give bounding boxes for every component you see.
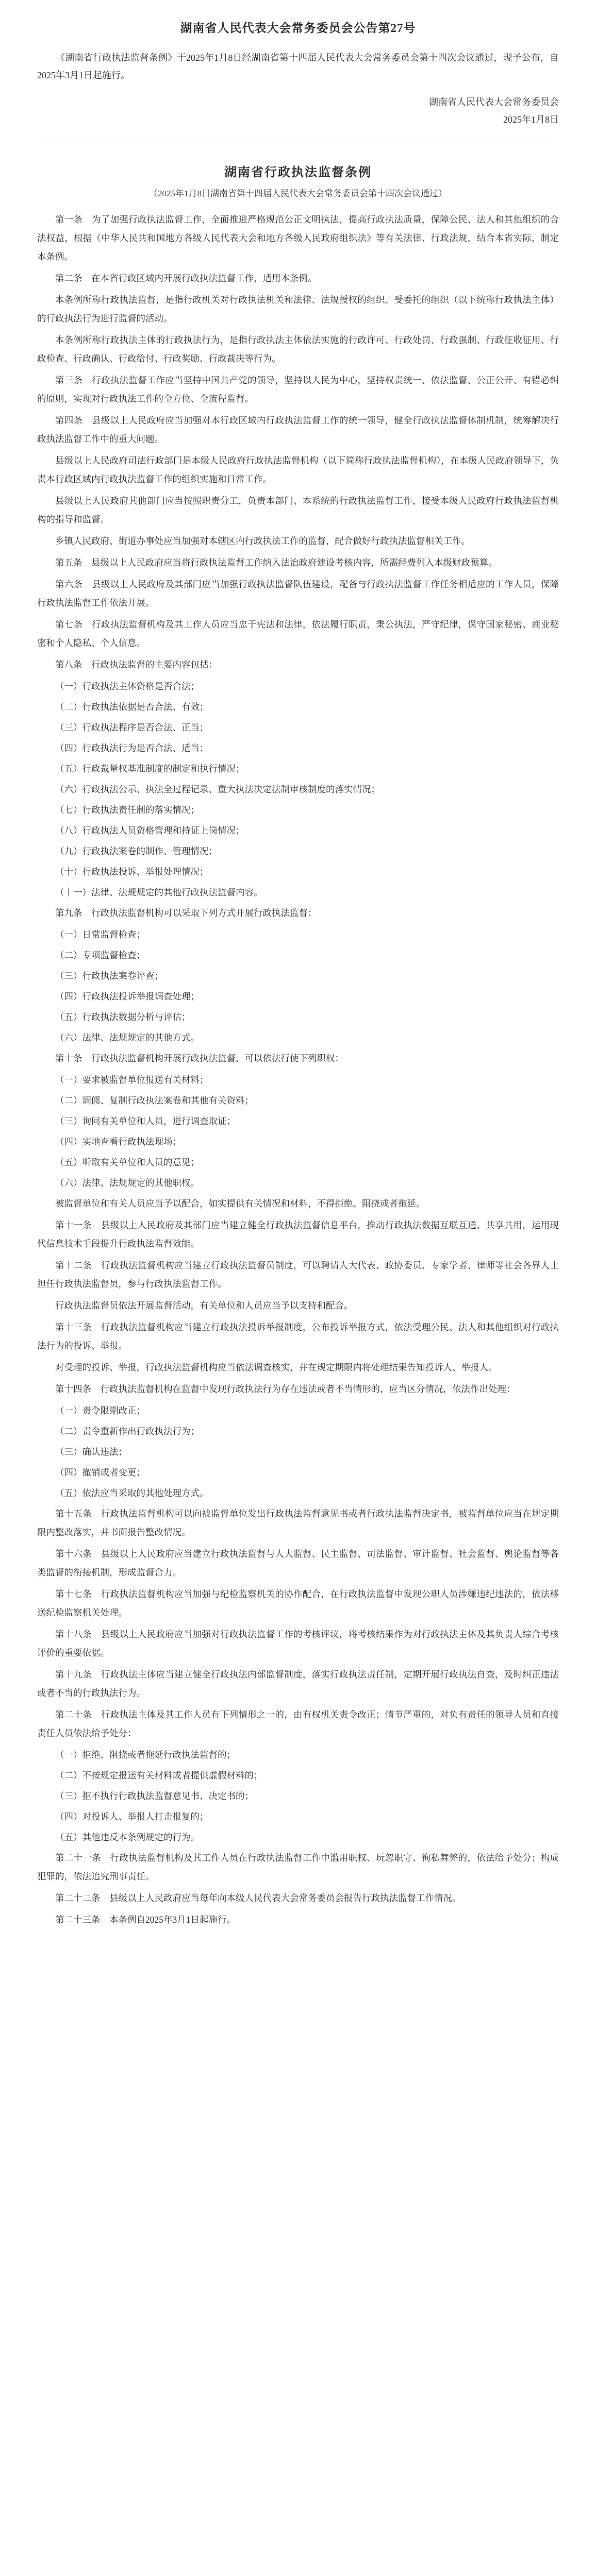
regulation-list-item: （六）行政执法公示、执法全过程记录、重大执法决定法制审核制度的落实情况；	[55, 784, 380, 794]
regulation-paragraph: 第十八条 县级以上人民政府应当加强对行政执法监督工作的考核评议，将考核结果作为对行政执法主体及其负责人综合考核评价的重要依据。	[37, 1629, 559, 1658]
regulation-paragraph: 第四条 县级以上人民政府应当加强对本行政区域内行政执法监督工作的统一领导，健全行政执法监督体制机制，统筹解决行政执法监督工作中的重大问题。	[37, 415, 559, 444]
regulation-list-item: （九）行政执法案卷的制作、管理情况；	[55, 846, 218, 856]
regulation-list-item: （二）调阅、复制行政执法案卷和其他有关资料；	[55, 1095, 254, 1106]
regulation-paragraph: 第三条 行政执法监督工作应当坚持中国共产党的领导，坚持以人民为中心，坚持权责统一、依法监督、公正公开、有错必纠的原则，实现对行政执法工作的全方位、全流程监督。	[37, 375, 559, 404]
regulation-paragraph: 第十四条 行政执法监督机构在监督中发现行政执法行为存在违法或者不当情形的，应当区分情况，依法作出处理：	[55, 1384, 516, 1394]
announcement-org: 湖南省人民代表大会常务委员会	[429, 97, 559, 107]
regulation-paragraph: 第二十二条 县级以上人民政府应当每年向本级人民代表大会常务委员会报告行政执法监督工作情况。	[55, 1893, 461, 1903]
regulation-list-item: （五）听取有关单位和人员的意见；	[55, 1157, 200, 1167]
regulation-paragraph: 行政执法监督员依法开展监督活动，有关单位和人员应当予以支持和配合。	[55, 1300, 353, 1311]
regulation-paragraph: 第十七条 行政执法监督机构应当加强与纪检监察机关的协作配合，在行政执法监督中发现公职人员涉嫌违纪违法的，依法移送纪检监察机关处理。	[37, 1589, 559, 1618]
regulation-paragraph: 县级以上人民政府司法行政部门是本级人民政府行政执法监督机构（以下简称行政执法监督机构），在本级人民政府领导下，负责本行政区域内行政执法监督工作的组织实施和日常工作。	[37, 455, 559, 484]
regulation-list-item: （三）确认违法；	[55, 1447, 127, 1457]
regulation-paragraph: 第二十三条 本条例自2025年3月1日起施行。	[55, 1914, 236, 1925]
regulation-list-item: （四）对投诉人、举报人打击报复的；	[55, 1811, 209, 1822]
regulation-list-item: （三）询问有关单位和人员，进行调查取证；	[55, 1116, 236, 1126]
announcement-date: 2025年1月8日	[503, 114, 559, 125]
announcement-title: 湖南省人民代表大会常务委员会公告第27号	[180, 22, 416, 35]
regulation-list-item: （一）责令限期改正；	[55, 1405, 145, 1416]
regulation-list-item: （一）日常监督检查；	[55, 929, 145, 940]
regulation-list-item: （二）专项监督检查；	[55, 950, 145, 960]
regulation-list-item: （三）拒不执行行政执法监督意见书、决定书的；	[55, 1791, 254, 1801]
regulation-paragraph: 县级以上人民政府其他部门应当按照职责分工，负责本部门、本系统的行政执法监督工作，接受本级人民政府行政执法监督机构的指导和监督。	[37, 496, 559, 524]
regulation-list-item: （五）其他违反本条例规定的行为。	[55, 1832, 200, 1842]
regulation-list-item: （十一）法律、法规规定的其他行政执法监督内容。	[55, 887, 263, 897]
regulation-paragraph: 对受理的投诉、举报，行政执法监督机构应当依法调查核实，并在规定期限内将处理结果告知投诉人、举报人。	[55, 1362, 498, 1372]
announcement-body: 《湖南省行政执法监督条例》于2025年1月8日经湖南省第十四届人民代表大会常务委员会第十四次会议通过，现予公布，自2025年3月1日起施行。	[37, 53, 559, 80]
regulation-list-item: （六）法律、法规规定的其他职权。	[55, 1178, 200, 1188]
regulation-title: 湖南省行政执法监督条例	[224, 166, 372, 179]
regulation-list-item: （七）行政执法责任制的落实情况；	[55, 805, 200, 815]
regulation-paragraph: 第十条 行政执法监督机构开展行政执法监督，可以依法行使下列职权：	[55, 1053, 344, 1063]
regulation-list-item: （八）行政执法人员资格管理和持证上岗情况；	[55, 825, 245, 836]
regulation-paragraph: 第二十条 行政执法主体及其工作人员有下列情形之一的，由有权机关责令改正；情节严重的，对负有责任的领导人员和直接责任人员依法给予处分：	[37, 1709, 559, 1738]
regulation-paragraph: 第五条 县级以上人民政府应当将行政执法监督工作纳入法治政府建设考核内容，所需经费列入本级财政预算。	[55, 557, 498, 568]
regulation-paragraph: 第十六条 县级以上人民政府应当建立行政执法监督与人大监督、民主监督、司法监督、审计监督、社会监督、舆论监督等各类监督的衔接机制，形成监督合力。	[37, 1549, 559, 1578]
regulation-list-item: （五）行政裁量权基准制度的制定和执行情况；	[55, 764, 245, 774]
regulation-list-item: （五）行政执法数据分析与评估；	[55, 1012, 191, 1022]
regulation-list-item: （五）依法应当采取的其他处理方式。	[55, 1488, 209, 1498]
regulation-paragraph: 本条例所称行政执法主体的行政执法行为，是指行政执法主体依法实施的行政许可、行政处罚、行政强制、行政征收征用、行政检查、行政确认、行政给付、行政奖励、行政裁决等行为。	[37, 335, 559, 364]
regulation-list-item: （四）行政执法行为是否合法、适当；	[55, 743, 209, 753]
regulation-paragraph: 第二十一条 行政执法监督机构及其工作人员在行政执法监督工作中滥用职权、玩忽职守、徇私舞弊的，依法给予处分；构成犯罪的，依法追究刑事责任。	[37, 1853, 559, 1882]
regulation-paragraph: 第十五条 行政执法监督机构可以向被监督单位发出行政执法监督意见书或者行政执法监督决定书，被监督单位应当在规定期限内整改落实，并书面报告整改情况。	[37, 1509, 559, 1537]
regulation-subtitle: （2025年1月8日湖南省第十四届人民代表大会常务委员会第十四次会议通过）	[149, 189, 447, 198]
regulation-paragraph: 第九条 行政执法监督机构可以采取下列方式开展行政执法监督：	[55, 908, 317, 918]
regulation-paragraph: 本条例所称行政执法监督，是指行政机关对行政执法机关和法律、法规授权的组织、受委托的组织（以下统称行政执法主体）的行政执法行为进行监督的活动。	[37, 295, 559, 324]
regulation-paragraph: 第十一条 县级以上人民政府及其部门应当建立健全行政执法监督信息平台，推动行政执法数据互联互通、共享共用，运用现代信息技术手段提升行政执法监督效能。	[37, 1220, 559, 1249]
regulation-paragraph: 第八条 行政执法监督的主要内容包括：	[55, 659, 218, 670]
regulation-paragraph: 乡镇人民政府、街道办事处应当加强对本辖区内行政执法工作的监督，配合做好行政执法监督相关工作。	[55, 536, 470, 546]
regulation-paragraph: 第一条 为了加强行政执法监督工作，全面推进严格规范公正文明执法，提高行政执法质量，保障公民、法人和其他组织的合法权益，根据《中华人民共和国地方各级人民代表大会和地方各级人民政府组织法》等有关法律、行政法规，结合本省实际，制定本条例。	[37, 214, 559, 262]
regulation-list-item: （四）撤销或者变更；	[55, 1467, 145, 1478]
regulation-list-item: （二）行政执法依据是否合法、有效；	[55, 702, 209, 712]
regulation-list-item: （四）行政执法投诉举报调查处理；	[55, 991, 200, 1002]
regulation-paragraph: 被监督单位和有关人员应当予以配合，如实提供有关情况和材料，不得拒绝、阻挠或者拖延。	[55, 1198, 425, 1209]
regulation-body	[37, 210, 559, 1929]
regulation-list-item: （六）法律、法规规定的其他方式。	[55, 1032, 200, 1043]
regulation-list-item: （二）不按规定报送有关材料或者提供虚假材料的；	[55, 1770, 263, 1781]
regulation-list-item: （十）行政执法投诉、举报处理情况；	[55, 867, 209, 877]
regulation-paragraph: 第二条 在本省行政区域内开展行政执法监督工作，适用本条例。	[55, 273, 317, 283]
regulation-list-item: （四）实地查看行政执法现场；	[55, 1137, 181, 1147]
regulation-paragraph: 第七条 行政执法监督机构及其工作人员应当忠于宪法和法律，依法履行职责，秉公执法，严守纪律，保守国家秘密、商业秘密和个人隐私、个人信息。	[37, 619, 559, 648]
regulation-paragraph: 第六条 县级以上人民政府及其部门应当加强行政执法监督队伍建设，配备与行政执法监督工作任务相适应的工作人员，保障行政执法监督工作依法开展。	[37, 579, 559, 608]
regulation-paragraph: 第十三条 行政执法监督机构应当建立行政执法投诉举报制度，公布投诉举报方式，依法受理公民、法人和其他组织对行政执法行为的投诉、举报。	[37, 1322, 559, 1351]
regulation-list-item: （一）行政执法主体资格是否合法；	[55, 681, 200, 691]
regulation-paragraph: 第十二条 行政执法监督机构应当建立行政执法监督员制度，可以聘请人大代表、政协委员、专家学者、律师等社会各界人士担任行政执法监督员，参与行政执法监督工作。	[37, 1260, 559, 1289]
regulation-list-item: （二）责令重新作出行政执法行为；	[55, 1426, 200, 1436]
regulation-list-item: （三）行政执法程序是否合法、正当；	[55, 722, 209, 733]
regulation-list-item: （一）拒绝、阻挠或者拖延行政执法监督的；	[55, 1750, 236, 1760]
regulation-list-item: （一）要求被监督单位报送有关材料；	[55, 1075, 209, 1085]
regulation-list-item: （三）行政执法案卷评查；	[55, 971, 163, 981]
regulation-paragraph: 第十九条 行政执法主体应当建立健全行政执法内部监督制度，落实行政执法责任制，定期开展行政执法自查，及时纠正违法或者不当的行政执法行为。	[37, 1669, 559, 1698]
